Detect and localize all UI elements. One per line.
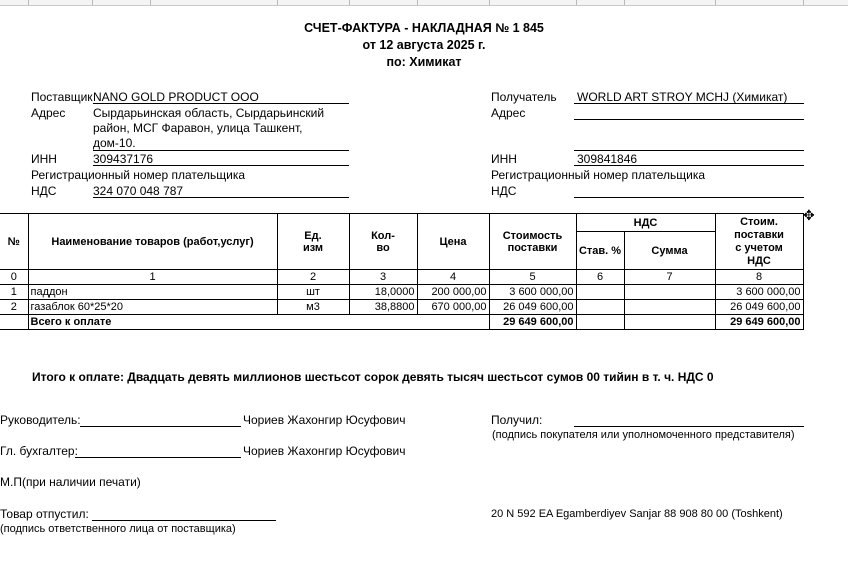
supplier-address-label: Адрес	[31, 106, 66, 120]
row-vat-rate	[576, 300, 624, 315]
row-unit: шт	[277, 285, 349, 300]
invoice-by: по: Химикат	[386, 55, 462, 69]
received-signature-line[interactable]	[574, 413, 804, 427]
director-name: Чориев Жахонгир Юсуфович	[243, 413, 406, 427]
recipient-address-underline-2	[574, 150, 804, 151]
supplier-nds: 324 070 048 787	[93, 184, 184, 198]
recipient-name: WORLD ART STROY MCHJ (Химикат)	[577, 90, 788, 104]
table-row	[0, 285, 803, 300]
table-row	[0, 300, 803, 315]
released-signature-line[interactable]	[92, 507, 276, 521]
row-qty: 18,0000	[349, 285, 417, 300]
recipient-name-field	[574, 90, 804, 104]
column-number: 6	[576, 270, 624, 285]
column-number: 8	[715, 270, 803, 285]
row-vat-sum	[624, 285, 715, 300]
supplier-address-line: дом-10.	[93, 136, 136, 150]
row-total: 3 600 000,00	[715, 285, 803, 300]
row-cost: 3 600 000,00	[489, 285, 576, 300]
invoice-title: СЧЕТ-ФАКТУРА - НАКЛАДНАЯ № 1 845	[304, 21, 544, 35]
row-name: паддон	[28, 285, 277, 300]
total-label: Всего к оплате	[28, 315, 489, 330]
total-summary: Итого к оплате: Двадцать девять миллионов шестьсот сорок девять тысяч шестьсот сумов 00 тийин в т. ч. НДС 0	[32, 370, 714, 384]
row-cost: 26 049 600,00	[489, 300, 576, 315]
supplier-name: NANO GOLD PRODUCT OOO	[93, 90, 259, 104]
supplier-name-field	[93, 90, 349, 104]
recipient-nds-label: НДС	[491, 184, 517, 198]
row-num: 1	[0, 285, 28, 300]
received-note: (подпись покупателя или уполномоченного представителя)	[492, 429, 795, 441]
header-name: Наименование товаров (работ,услуг)	[28, 214, 277, 270]
header-vat: НДС	[576, 214, 715, 232]
column-number: 7	[624, 270, 715, 285]
recipient-address-label: Адрес	[491, 106, 526, 120]
row-price: 670 000,00	[417, 300, 489, 315]
header-vat-rate: Став. %	[576, 232, 624, 270]
row-qty: 38,8800	[349, 300, 417, 315]
recipient-inn-label: ИНН	[491, 152, 517, 166]
received-label: Получил:	[491, 413, 543, 427]
recipient-inn-field	[574, 152, 804, 166]
row-unit: м3	[277, 300, 349, 315]
row-price: 200 000,00	[417, 285, 489, 300]
supplier-inn-field	[93, 152, 349, 166]
supplier-nds-label: НДС	[31, 184, 57, 198]
column-number: 5	[489, 270, 576, 285]
total-cost: 29 649 600,00	[489, 315, 576, 330]
recipient-address-underline-1	[574, 119, 804, 120]
row-vat-sum	[624, 300, 715, 315]
column-number: 2	[277, 270, 349, 285]
recipient-inn: 309841846	[577, 152, 638, 166]
column-number: 3	[349, 270, 417, 285]
total-row	[0, 315, 803, 330]
accountant-signature-line[interactable]	[75, 444, 241, 458]
supplier-address-underline	[93, 150, 349, 151]
accountant-label: Гл. бухгалтер:	[0, 444, 78, 458]
row-name: газаблок 60*25*20	[28, 300, 277, 315]
move-cursor-icon: ✥	[803, 207, 815, 223]
column-header-strip	[0, 0, 848, 6]
header-unit: Ед. изм	[277, 214, 349, 270]
supplier-inn: 309437176	[93, 152, 154, 166]
released-label: Товар отпустил:	[0, 507, 89, 521]
header-total: Стоим. поставки с учетом НДС	[715, 214, 803, 270]
header-price: Цена	[417, 214, 489, 270]
recipient-reg-label: Регистрационный номер плательщика	[491, 168, 706, 182]
row-vat-rate	[576, 285, 624, 300]
released-note: (подпись ответственного лица от поставщика)	[0, 523, 236, 535]
row-num: 2	[0, 300, 28, 315]
supplier-address-line: район, МСГ Фаравон, улица Ташкент,	[93, 121, 303, 135]
supplier-address-line: Сырдарьинская область, Сырдарьинский	[93, 106, 325, 120]
recipient-nds-field	[574, 184, 804, 198]
header-cost: Стоимость поставки	[489, 214, 576, 270]
supplier-label: Поставщик	[31, 90, 93, 104]
column-number: 0	[0, 270, 28, 285]
goods-table	[0, 213, 804, 330]
proxy-info: 20 N 592 EA Egamberdiyev Sanjar 88 908 80 00 (Toshkent)	[491, 508, 783, 520]
invoice-date: от 12 августа 2025 г.	[362, 38, 486, 52]
supplier-address	[93, 106, 324, 151]
supplier-nds-field	[93, 184, 349, 198]
supplier-reg-label: Регистрационный номер плательщика	[31, 168, 246, 182]
header-qty: Кол- во	[349, 214, 417, 270]
recipient-label: Получатель	[491, 90, 557, 104]
stamp-note: М.П(при наличии печати)	[0, 475, 141, 489]
row-total: 26 049 600,00	[715, 300, 803, 315]
column-number: 4	[417, 270, 489, 285]
director-label: Руководитель:	[0, 413, 81, 427]
total-with-vat: 29 649 600,00	[715, 315, 803, 330]
director-signature-line[interactable]	[80, 413, 241, 427]
column-number: 1	[28, 270, 277, 285]
header-vat-sum: Сумма	[624, 232, 715, 270]
accountant-name: Чориев Жахонгир Юсуфович	[243, 444, 406, 458]
supplier-inn-label: ИНН	[31, 152, 57, 166]
header-num: №	[0, 214, 28, 270]
